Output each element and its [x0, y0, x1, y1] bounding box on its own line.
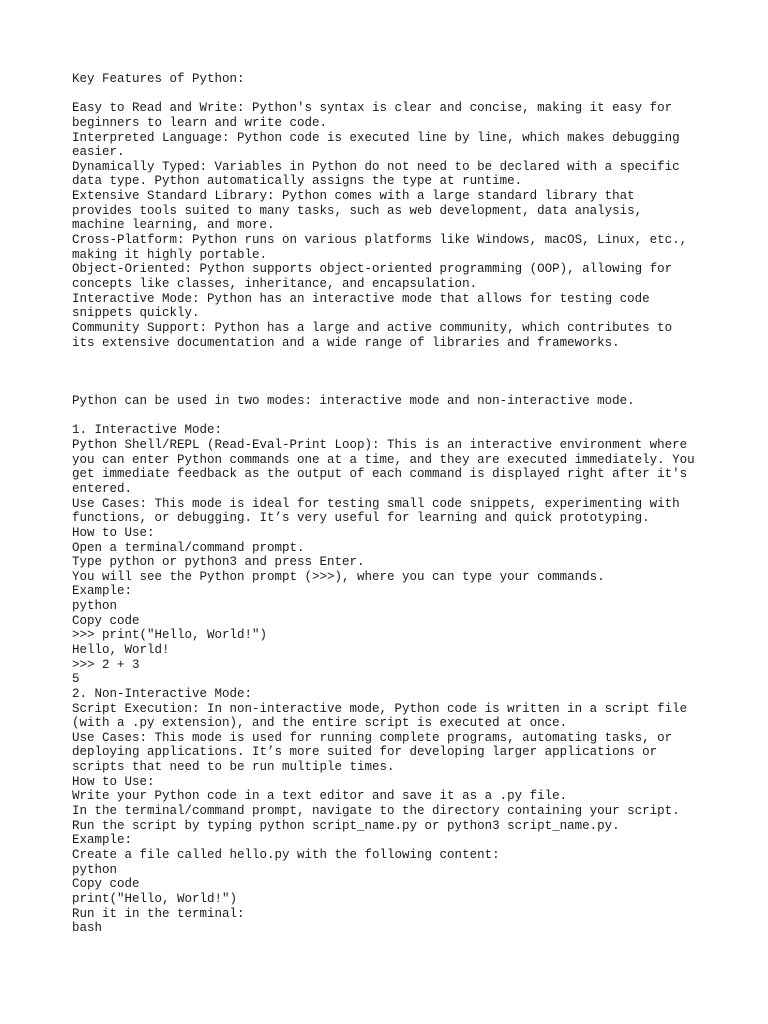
text-line: (with a .py extension), and the entire script is executed at once. [72, 716, 568, 731]
text-line: Copy code [72, 877, 140, 892]
text-line: data type. Python automatically assigns the type at runtime. [72, 174, 523, 189]
text-line: Key Features of Python: [72, 72, 245, 86]
text-line: print("Hello, World!") [72, 891, 238, 906]
text-line: python [72, 862, 118, 877]
text-line: making it highly portable. [72, 247, 268, 262]
text-line: concepts like classes, inheritance, and encapsulation. [72, 276, 478, 291]
text-line [72, 87, 712, 102]
text-line: deploying applications. It’s more suited for developing larger applications or [72, 745, 658, 760]
text-line: you can enter Python commands one at a time, and they are executed immediately. You [72, 452, 695, 467]
text-line: easier. [72, 145, 125, 160]
text-line: How to Use: [72, 774, 155, 789]
text-line: entered. [72, 481, 133, 496]
text-line: Dynamically Typed: Variables in Python do not need to be declared with a specific [72, 159, 680, 174]
text-line: Type python or python3 and press Enter. [72, 555, 365, 570]
text-line: In the terminal/command prompt, navigate to the directory containing your script. [72, 804, 680, 819]
text-line [72, 365, 712, 380]
text-line: You will see the Python prompt (>>>), where you can type your commands. [72, 569, 605, 584]
text-line: Create a file called hello.py with the following content: [72, 847, 500, 862]
text-line: Open a terminal/command prompt. [72, 540, 305, 555]
text-line [72, 409, 712, 424]
text-line [72, 350, 712, 365]
text-line: machine learning, and more. [72, 218, 275, 233]
text-line: Use Cases: This mode is used for running complete programs, automating tasks, or [72, 730, 673, 745]
text-line: >>> print("Hello, World!") [72, 628, 268, 643]
text-line: functions, or debugging. It’s very useful for learning and quick prototyping. [72, 511, 650, 526]
text-line: 2. Non-Interactive Mode: [72, 686, 253, 701]
text-line: Community Support: Python has a large and active community, which contributes to [72, 320, 673, 335]
text-line: Run the script by typing python script_name.py or python3 script_name.py. [72, 818, 620, 833]
text-line: beginners to learn and write code. [72, 115, 328, 130]
text-line: >>> 2 + 3 [72, 657, 140, 672]
text-line: Object-Oriented: Python supports object-oriented programming (OOP), allowing for [72, 262, 673, 277]
text-line: python [72, 599, 118, 614]
text-line: Easy to Read and Write: Python's syntax is clear and concise, making it easy for [72, 101, 673, 116]
text-line: Example: [72, 833, 133, 848]
text-line: 5 [72, 672, 80, 687]
text-line: Python can be used in two modes: interactive mode and non-interactive mode. [72, 394, 635, 409]
text-line: snippets quickly. [72, 306, 200, 321]
text-line: bash [72, 921, 103, 936]
text-line: scripts that need to be run multiple times. [72, 760, 395, 775]
text-line: 1. Interactive Mode: [72, 423, 223, 438]
text-line: Example: [72, 584, 133, 599]
text-line: Cross-Platform: Python runs on various platforms like Windows, macOS, Linux, etc., [72, 233, 688, 248]
text-line: Python Shell/REPL (Read-Eval-Print Loop): This is an interactive environment where [72, 438, 688, 453]
text-line: Write your Python code in a text editor and save it as a .py file. [72, 789, 568, 804]
text-line: Interpreted Language: Python code is executed line by line, which makes debugging [72, 130, 680, 145]
text-line: its extensive documentation and a wide range of libraries and frameworks. [72, 335, 620, 350]
text-line: Interactive Mode: Python has an interactive mode that allows for testing code [72, 291, 650, 306]
text-line: How to Use: [72, 525, 155, 540]
text-line: Run it in the terminal: [72, 906, 245, 921]
text-line: provides tools suited to many tasks, such as web development, data analysis, [72, 203, 643, 218]
text-line: Copy code [72, 613, 140, 628]
text-line: Script Execution: In non-interactive mode, Python code is written in a script file [72, 701, 688, 716]
text-line: Hello, World! [72, 642, 170, 657]
text-line: Use Cases: This mode is ideal for testing small code snippets, experimenting with [72, 496, 680, 511]
text-line: get immediate feedback as the output of each command is displayed right after it's [72, 467, 688, 482]
text-line [72, 379, 712, 394]
document-page [72, 72, 712, 936]
text-line: Extensive Standard Library: Python comes with a large standard library that [72, 189, 635, 204]
